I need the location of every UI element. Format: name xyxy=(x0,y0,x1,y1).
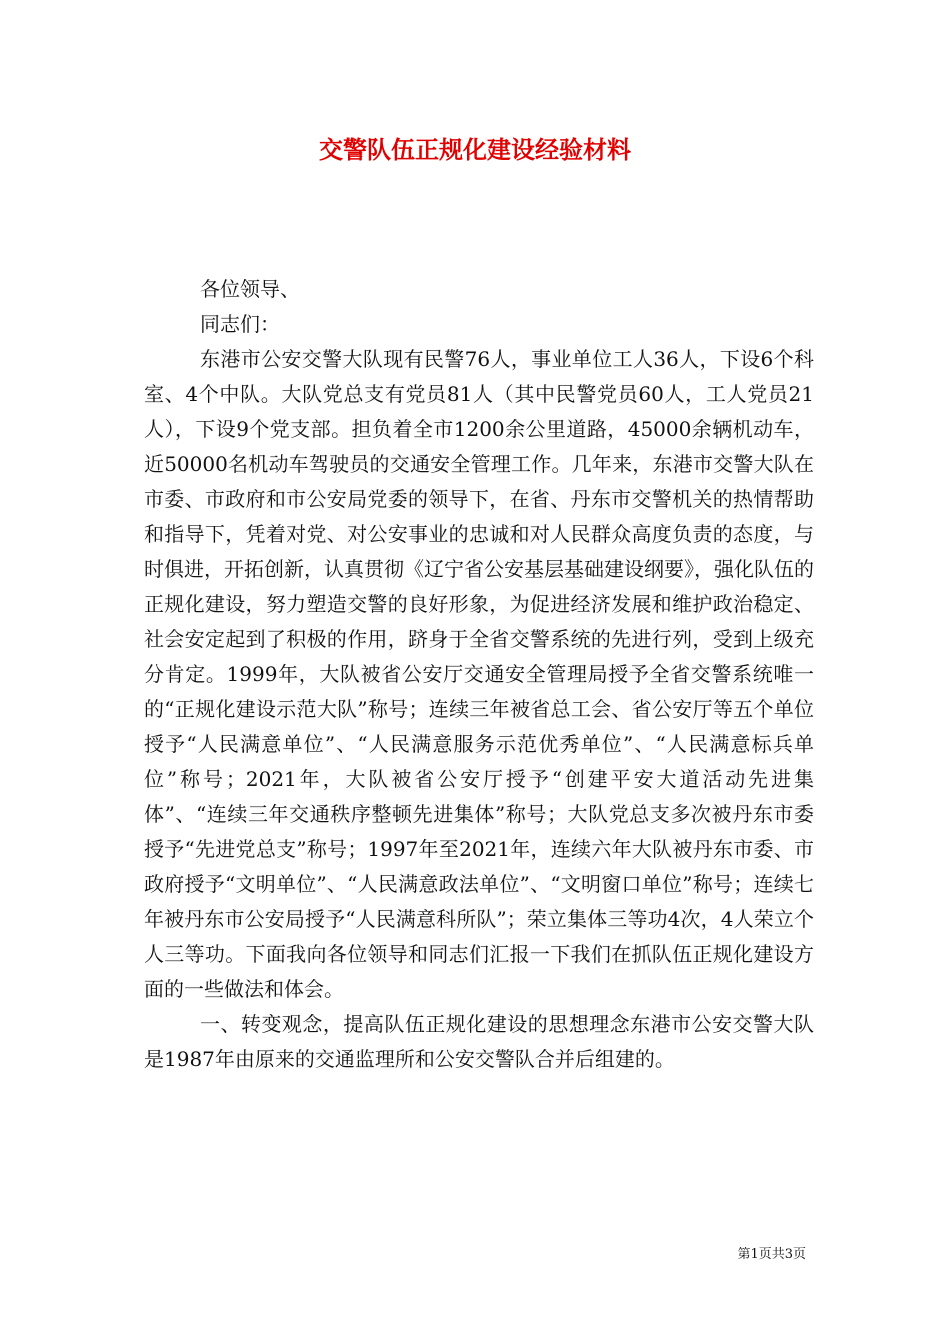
document-title: 交警队伍正规化建设经验材料 xyxy=(319,135,631,164)
paragraph-introduction: 东港市公安交警大队现有民警76人，事业单位工人36人，下设6个科室、4个中队。大队党总支有党员81人（其中民警党员60人，工人党员21人），下设9个党支部。担负着全市1200余公里道路，45000余辆机动车，近50000名机动车驾驶员的交通安全管理工作。几年来，东港市交警大队在市委、市政府和市公安局党委的领导下，在省、丹东市交警机关的热情帮助和指导下，凭着对党、对公安事业的忠诚和对人民群众高度负责的态度，与时俱进，开拓创新，认真贯彻《辽宁省公安基层基础建设纲要》，强化队伍的正规化建设，努力塑造交警的良好形象，为促进经济发展和维护政治稳定、社会安定起到了积极的作用，跻身于全省交警系统的先进行列，受到上级充分肯定。1999年，大队被省公安厅交通安全管理局授予全省交警系统唯一的“正规化建设示范大队”称号；连续三年被省总工会、省公安厅等五个单位授予“人民满意单位”、“人民满意服务示范优秀单位”、“人民满意标兵单位”称号；2021年，大队被省公安厅授予“创建平安大道活动先进集体”、“连续三年交通秩序整顿先进集体”称号；大队党总支多次被丹东市委授予“先进党总支”称号；1997年至2021年，连续六年大队被丹东市委、市政府授予“文明单位”、“人民满意政法单位”、“文明窗口单位”称号；连续七年被丹东市公安局授予“人民满意科所队”；荣立集体三等功4次，4人荣立个人三等功。下面我向各位领导和同志们汇报一下我们在抓队伍正规化建设方面的一些做法和体会。 xyxy=(144,347,814,1001)
salutation-comrades: 同志们： xyxy=(200,312,280,336)
salutation-leaders: 各位领导、 xyxy=(200,277,300,301)
page-number-footer: 第1页共3页 xyxy=(737,1247,806,1262)
paragraph-section-one: 一、转变观念，提高队伍正规化建设的思想理念东港市公安交警大队是1987年由原来的交通监理所和公安交警队合并后组建的。 xyxy=(144,1012,814,1071)
document-body xyxy=(144,272,814,1077)
